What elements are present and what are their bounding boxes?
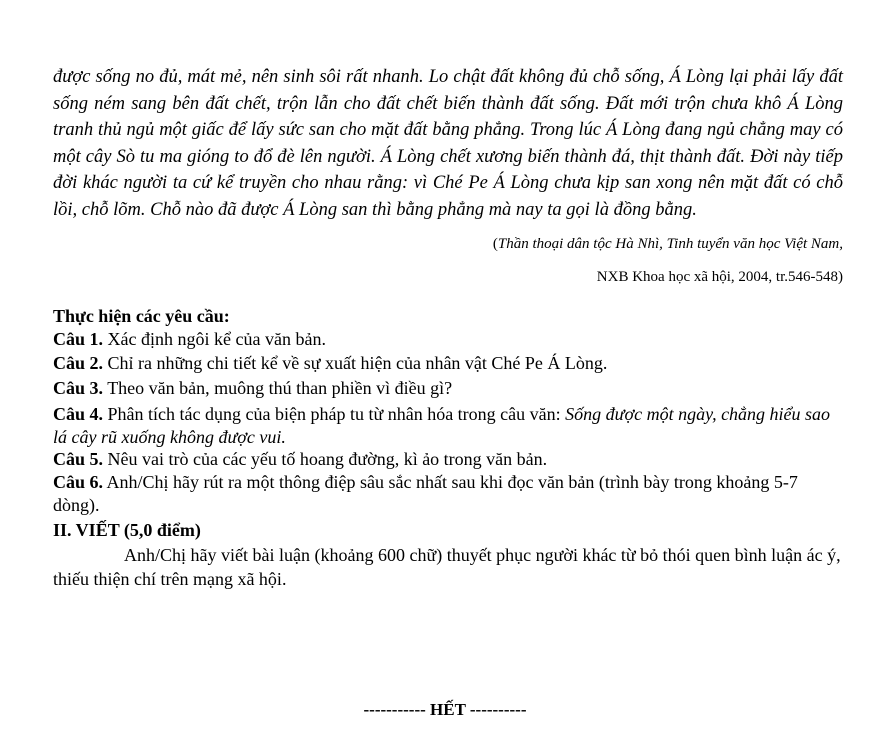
- writing-prompt: Anh/Chị hãy viết bài luận (khoảng 600 chữ) thuyết phục người khác từ bỏ thói quen bình luận ác ý, thiếu thiện chí trên mạng xã hội.: [53, 544, 841, 589]
- reading-tasks: [53, 305, 843, 591]
- question-2: [53, 352, 843, 375]
- reading-passage: được sống no đủ, mát mẻ, nên sinh sôi rất nhanh. Lo chật đất không đủ chỗ sống, Á Lòng lại phải lấy đất sống ném sang bên đất chết, trộn lẫn cho đất chết biến thành đất sống. Đất mới trộn chưa khô Á Lòng tranh thủ ngủ một giấc để lấy sức san cho mặt đất bằng phẳng. Trong lúc Á Lòng đang ngủ chẳng may có một cây Sò tu ma gióng to đổ đè lên người. Á Lòng chết xương biến thành đá, thịt thành đất. Đời này tiếp đời khác người ta cứ kể truyền cho nhau rằng: vì Ché Pe Á Lòng chưa kịp san xong nên mặt đất có chỗ lồi, chỗ lõm. Chỗ nào đã được Á Lòng san thì bằng phẳng mà nay ta gọi là đồng bằng.: [53, 67, 843, 220]
- writing-section-heading: II. VIẾT (5,0 điểm): [53, 519, 201, 540]
- end-of-exam-mark: ----------- HẾT ----------: [363, 700, 527, 719]
- question-text: Anh/Chị hãy rút ra một thông điệp sâu sắc nhất sau khi đọc văn bản (trình bày trong khoảng 5-7 dòng).: [53, 471, 798, 515]
- question-text: Chỉ ra những chi tiết kể về sự xuất hiện của nhân vật Ché Pe Á Lòng.: [103, 353, 608, 373]
- question-3: [53, 377, 843, 400]
- question-label: Câu 1.: [53, 328, 104, 349]
- question-5: [53, 448, 843, 471]
- question-label: Câu 3.: [53, 377, 104, 398]
- question-text: Xác định ngôi kể của văn bản.: [103, 328, 326, 349]
- question-label: Câu 6.: [53, 471, 104, 492]
- question-label: Câu 4.: [53, 404, 104, 424]
- question-quote: Sống được một ngày, chẳng hiểu sao lá cây rũ xuống không được vui.: [53, 404, 831, 447]
- citation-source-line: [53, 237, 843, 252]
- question-4: [53, 403, 843, 448]
- question-label: Câu 2.: [53, 353, 104, 373]
- tasks-heading: Thực hiện các yêu cầu:: [53, 306, 230, 326]
- citation-source: Thần thoại dân tộc Hà Nhì, Tinh tuyển văn học Việt Nam,: [497, 236, 843, 252]
- question-text: Theo văn bản, muông thú than phiền vì điều gì?: [103, 377, 453, 398]
- citation-publisher: NXB Khoa học xã hội, 2004, tr.546-548): [596, 269, 843, 285]
- question-text: Phân tích tác dụng của biện pháp tu từ nhân hóa trong câu văn:: [103, 404, 566, 424]
- document-page: [53, 64, 843, 591]
- citation-open-paren: (: [492, 236, 498, 252]
- question-label: Câu 5.: [53, 449, 104, 469]
- question-text: Nêu vai trò của các yếu tố hoang đường, kì ảo trong văn bản.: [103, 449, 548, 469]
- question-1: [53, 328, 843, 351]
- question-6: [53, 471, 843, 518]
